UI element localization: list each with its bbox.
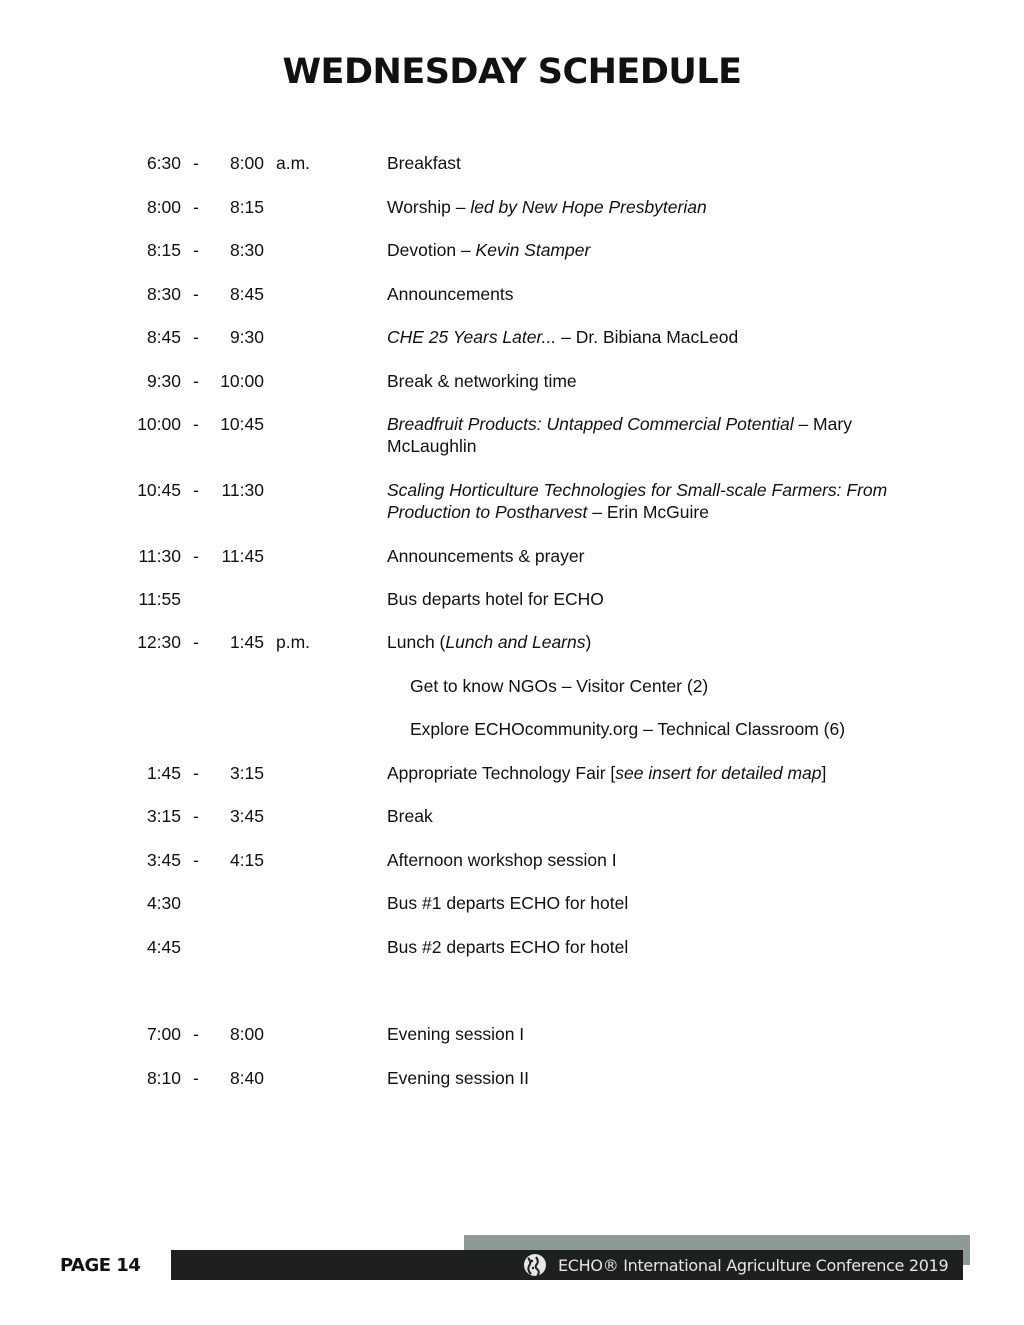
event-text: Get to know NGOs – Visitor Center (2) (410, 676, 709, 696)
event-text: Bus #2 departs ECHO for hotel (387, 937, 629, 957)
time-separator: - (193, 1068, 199, 1088)
event-description (387, 762, 927, 784)
start-time: 11:30 (138, 546, 181, 566)
end-time: 3:15 (229, 763, 264, 783)
end-time: 1:45 (229, 632, 264, 652)
end-time: 11:30 (221, 480, 264, 500)
event-description (387, 936, 927, 958)
end-time: 9:30 (229, 327, 264, 347)
event-description (387, 545, 927, 567)
event-description (387, 152, 927, 174)
end-time: 8:40 (229, 1068, 264, 1088)
end-time: 4:15 (229, 850, 264, 870)
event-text: Evening session II (387, 1068, 530, 1088)
time-separator: - (193, 414, 199, 434)
time-separator: - (193, 371, 199, 391)
start-time: 1:45 (146, 763, 181, 783)
event-description (387, 239, 927, 261)
event-text: – Erin McGuire (587, 502, 709, 522)
event-text: Explore ECHOcommunity.org – Technical Classroom (6) (410, 719, 846, 739)
end-time: 10:45 (220, 414, 264, 434)
event-text: – Dr. Bibiana MacLeod (556, 327, 739, 347)
end-time: 3:45 (229, 806, 264, 826)
start-time: 10:45 (137, 480, 181, 500)
event-description (387, 283, 927, 305)
event-text: Break (387, 806, 433, 826)
event-text: Devotion – (387, 240, 476, 260)
event-text-italic: Lunch and Learns (445, 632, 586, 652)
event-description (387, 370, 927, 392)
start-time: 3:15 (146, 806, 181, 826)
start-time: 8:15 (146, 240, 181, 260)
start-time: 4:30 (146, 893, 181, 913)
event-description (387, 631, 927, 653)
event-text: Worship – (387, 197, 471, 217)
event-text-italic: Scaling Horticulture Technologies for Small-scale Farmers: From Production to Postharvest (387, 480, 888, 522)
start-time: 8:30 (146, 284, 181, 304)
page-number: PAGE 14 (60, 1255, 141, 1276)
event-text: ) (585, 632, 592, 652)
page-title: WEDNESDAY SCHEDULE (282, 52, 742, 92)
start-time: 9:30 (146, 371, 181, 391)
time-separator: - (193, 632, 199, 652)
event-description (387, 479, 927, 523)
event-description (387, 849, 927, 871)
event-text: Announcements (387, 284, 514, 304)
event-text-italic: Kevin Stamper (475, 240, 591, 260)
time-separator: - (193, 153, 199, 173)
event-description (387, 1023, 927, 1045)
end-time: 10:00 (220, 371, 264, 391)
event-text: – Mary McLaughlin (387, 414, 852, 456)
event-description (387, 196, 927, 218)
time-separator: - (193, 284, 199, 304)
event-description (387, 805, 927, 827)
time-separator: - (193, 850, 199, 870)
event-text: Break & networking time (387, 371, 577, 391)
event-text: Bus departs hotel for ECHO (387, 589, 604, 609)
event-text-italic: Breadfruit Products: Untapped Commercial Potential (387, 414, 794, 434)
start-time: 8:45 (146, 327, 181, 347)
start-time: 4:45 (146, 937, 181, 957)
event-text: Announcements & prayer (387, 546, 585, 566)
time-separator: - (193, 327, 199, 347)
event-text: ] (821, 763, 827, 783)
time-period: p.m. (276, 632, 311, 652)
start-time: 8:10 (146, 1068, 181, 1088)
event-description (387, 326, 927, 348)
end-time: 8:00 (229, 153, 264, 173)
time-separator: - (193, 546, 199, 566)
time-period: a.m. (276, 153, 311, 173)
echo-globe-logo-icon (519, 1252, 551, 1278)
end-time: 8:30 (229, 240, 264, 260)
event-text-italic: led by New Hope Presbyterian (470, 197, 707, 217)
time-separator: - (193, 1024, 199, 1044)
start-time: 12:30 (137, 632, 181, 652)
event-text: Afternoon workshop session I (387, 850, 617, 870)
start-time: 6:30 (146, 153, 181, 173)
event-text: Bus #1 departs ECHO for hotel (387, 893, 629, 913)
time-separator: - (193, 480, 199, 500)
end-time: 8:15 (229, 197, 264, 217)
end-time: 8:00 (229, 1024, 264, 1044)
start-time: 3:45 (146, 850, 181, 870)
start-time: 7:00 (146, 1024, 181, 1044)
start-time: 8:00 (146, 197, 181, 217)
event-description (387, 1067, 927, 1089)
event-text: Breakfast (387, 153, 461, 173)
time-separator: - (193, 763, 199, 783)
event-text: Appropriate Technology Fair [ (387, 763, 616, 783)
end-time: 8:45 (229, 284, 264, 304)
event-text-italic: see insert for detailed map (615, 763, 822, 783)
start-time: 11:55 (138, 589, 181, 609)
event-text: Lunch ( (387, 632, 446, 652)
sub-event-description (410, 718, 950, 740)
time-separator: - (193, 806, 199, 826)
sub-event-description (410, 675, 950, 697)
event-text-italic: CHE 25 Years Later... (387, 327, 557, 347)
event-description (387, 588, 927, 610)
conference-name: ECHO® International Agriculture Conference 2019 (558, 1256, 949, 1275)
event-description (387, 892, 927, 914)
event-text: Evening session I (387, 1024, 525, 1044)
time-separator: - (193, 197, 199, 217)
end-time: 11:45 (221, 546, 264, 566)
time-separator: - (193, 240, 199, 260)
start-time: 10:00 (137, 414, 181, 434)
event-description (387, 413, 927, 457)
